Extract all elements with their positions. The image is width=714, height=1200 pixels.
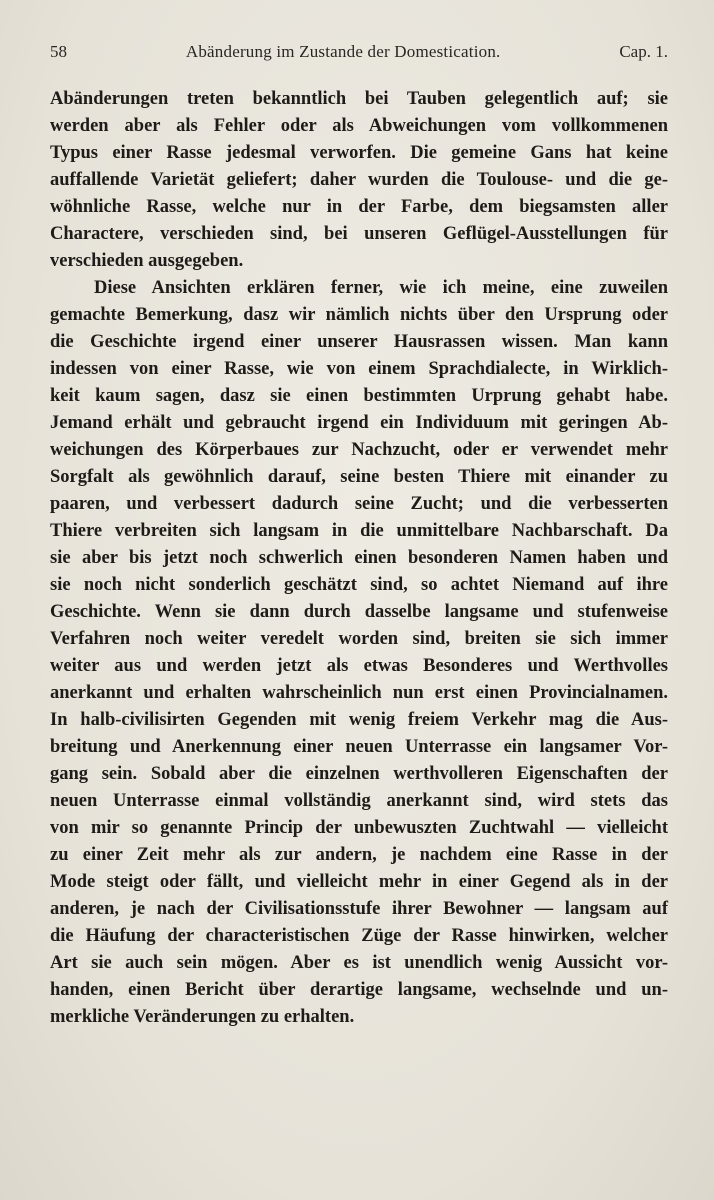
text-line: Thiere verbreiten sich langsam in die unmittelbare Nachbarschaft. Da xyxy=(50,521,668,541)
text-line: Charactere, verschieden sind, bei unseren Geflügel-Ausstellungen für xyxy=(50,224,668,244)
text-line: paaren, und verbessert dadurch seine Zucht; und die verbesserten xyxy=(50,494,668,514)
text-line: Verfahren noch weiter veredelt worden sind, breiten sie sich immer xyxy=(50,629,668,649)
text-line: gemachte Bemerkung, dasz wir nämlich nichts über den Ursprung oder xyxy=(50,305,668,325)
text-line: Diese Ansichten erklären ferner, wie ich meine, eine zuweilen xyxy=(94,278,668,298)
text-line: indessen von einer Rasse, wie von einem Sprachdialecte, in Wirklich- xyxy=(50,359,668,379)
text-line: Sorgfalt als gewöhnlich darauf, seine besten Thiere mit einander zu xyxy=(50,467,668,487)
running-header xyxy=(50,42,668,86)
text-line: breitung und Anerkennung einer neuen Unterrasse ein langsamer Vor- xyxy=(50,737,668,757)
chapter-label: Cap. 1. xyxy=(619,42,668,61)
page-number: 58 xyxy=(50,42,67,61)
running-title: Abänderung im Zustande der Domestication. xyxy=(185,42,501,61)
text-line: neuen Unterrasse einmal vollständig anerkannt sind, wird stets das xyxy=(50,791,668,811)
body-text xyxy=(50,86,668,1031)
text-line: anderen, je nach der Civilisationsstufe ihrer Bewohner — langsam auf xyxy=(50,899,668,919)
text-line: Abänderungen treten bekanntlich bei Tauben gelegentlich auf; sie xyxy=(50,89,668,109)
text-line: werden aber als Fehler oder als Abweichungen vom vollkommenen xyxy=(50,116,668,136)
text-line: keit kaum sagen, dasz sie einen bestimmten Urprung gehabt habe. xyxy=(50,386,668,406)
text-line: wöhnliche Rasse, welche nur in der Farbe, dem biegsamsten aller xyxy=(50,197,668,217)
text-line: merkliche Veränderungen zu erhalten. xyxy=(50,1007,355,1027)
text-line: In halb-civilisirten Gegenden mit wenig freiem Verkehr mag die Aus- xyxy=(50,710,668,730)
text-line: gang sein. Sobald aber die einzelnen werthvolleren Eigenschaften der xyxy=(50,764,668,784)
text-line: Jemand erhält und gebraucht irgend ein Individuum mit geringen Ab- xyxy=(50,413,668,433)
text-line: verschieden ausgegeben. xyxy=(50,251,244,271)
text-line: zu einer Zeit mehr als zur andern, je nachdem eine Rasse in der xyxy=(50,845,668,865)
text-line: die Häufung der characteristischen Züge der Rasse hinwirken, welcher xyxy=(50,926,668,946)
text-line: die Geschichte irgend einer unserer Hausrassen wissen. Man kann xyxy=(50,332,668,352)
text-line: sie aber bis jetzt noch schwerlich einen besonderen Namen haben und xyxy=(50,548,668,568)
text-line: Typus einer Rasse jedesmal verworfen. Die gemeine Gans hat keine xyxy=(50,143,668,163)
text-line: von mir so genannte Princip der unbewuszten Zuchtwahl — vielleicht xyxy=(50,818,668,838)
text-line: sie noch nicht sonderlich geschätzt sind, so achtet Niemand auf ihre xyxy=(50,575,668,595)
paragraph xyxy=(50,275,668,1031)
text-line: Mode steigt oder fällt, und vielleicht mehr in einer Gegend als in der xyxy=(50,872,668,892)
text-line: weichungen des Körperbaues zur Nachzucht, oder er verwendet mehr xyxy=(50,440,668,460)
paragraph xyxy=(50,86,668,275)
text-line: Art sie auch sein mögen. Aber es ist unendlich wenig Aussicht vor- xyxy=(50,953,668,973)
text-line: anerkannt und erhalten wahrscheinlich nun erst einen Provincialnamen. xyxy=(50,683,668,703)
text-line: Geschichte. Wenn sie dann durch dasselbe langsame und stufenweise xyxy=(50,602,668,622)
text-line: handen, einen Bericht über derartige langsame, wechselnde und un- xyxy=(50,980,668,1000)
text-line: auffallende Varietät geliefert; daher wurden die Toulouse- und die ge- xyxy=(50,170,668,190)
text-line: weiter aus und werden jetzt als etwas Besonderes und Werthvolles xyxy=(50,656,668,676)
